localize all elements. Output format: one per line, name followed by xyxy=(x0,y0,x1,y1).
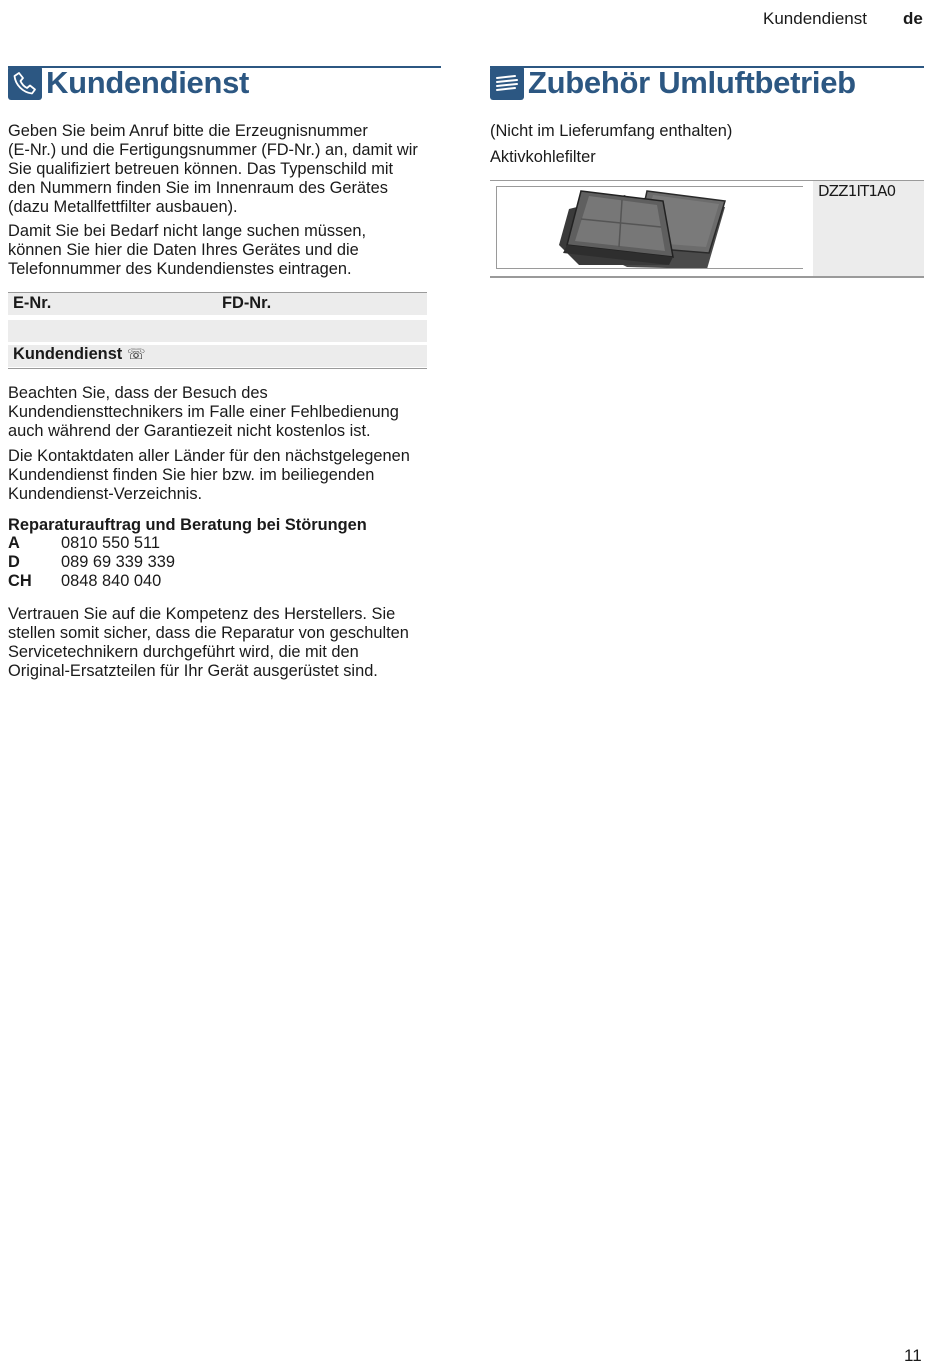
service-label-group xyxy=(13,345,146,364)
filter-layers-icon xyxy=(490,66,524,100)
text-line: Kundendiensttechnikers im Falle einer Fehlbedienung xyxy=(8,403,399,421)
repair-heading: Reparaturauftrag und Beratung bei Störungen xyxy=(8,516,367,534)
country-code: CH xyxy=(8,572,32,590)
text-line: können Sie hier die Daten Ihres Gerätes und die xyxy=(8,241,359,259)
text-line: Servicetechnikern durchgeführt wird, die mit den xyxy=(8,643,359,661)
country-code: D xyxy=(8,553,20,571)
table-rule-bottom xyxy=(8,368,427,369)
accessory-name: Aktivkohlefilter xyxy=(490,148,596,166)
text-line: Original-Ersatzteilen für Ihr Gerät ausgerüstet sind. xyxy=(8,662,378,680)
text-line: Beachten Sie, dass der Besuch des xyxy=(8,384,268,402)
phone-number: 089 69 339 339 xyxy=(61,553,175,571)
not-included-note: (Nicht im Lieferumfang enthalten) xyxy=(490,122,733,140)
text-line: Telefonnummer des Kundendienstes eintragen. xyxy=(8,260,352,278)
country-code: A xyxy=(8,534,20,552)
text-line: Damit Sie bei Bedarf nicht lange suchen müssen, xyxy=(8,222,367,240)
service-label: Kundendienst xyxy=(13,345,123,363)
table-row-enr xyxy=(8,293,427,315)
text-line: Sie qualifiziert betreuen können. Das Typenschild mit xyxy=(8,160,394,178)
contact-data-paragraph xyxy=(8,447,448,504)
list-item xyxy=(8,534,175,553)
text-line: auch während der Garantiezeit nicht kostenlos ist. xyxy=(8,422,371,440)
entry-instruction-paragraph xyxy=(8,222,448,279)
activated-carbon-filter-image xyxy=(496,186,803,269)
enr-label: E-Nr. xyxy=(13,294,52,312)
text-line: Die Kontaktdaten aller Länder für den nächstgelegenen xyxy=(8,447,410,465)
phone-number: 0810 550 511 xyxy=(61,534,161,552)
phone-handset-icon xyxy=(8,66,42,100)
fdnr-label: FD-Nr. xyxy=(222,294,272,312)
accessory-table xyxy=(490,180,924,278)
list-item xyxy=(8,572,175,591)
phone-number: 0848 840 040 xyxy=(61,572,162,590)
text-line: Geben Sie beim Anruf bitte die Erzeugnisnummer xyxy=(8,122,368,140)
accessory-rule-bottom xyxy=(490,276,924,278)
manufacturer-paragraph xyxy=(8,605,448,681)
section-title-accessories: Zubehör Umluftbetrieb xyxy=(528,65,856,100)
text-line: stellen somit sicher, dass die Reparatur von geschulten xyxy=(8,624,409,642)
list-item xyxy=(8,553,175,572)
text-line: Vertrauen Sie auf die Kompetenz des Herstellers. Sie xyxy=(8,605,396,623)
section-title: Kundendienst xyxy=(46,65,250,100)
appliance-data-table xyxy=(8,292,427,370)
page-number: 11 xyxy=(904,1346,922,1365)
text-line: (dazu Metallfettfilter ausbauen). xyxy=(8,198,238,216)
running-header-section: Kundendienst xyxy=(763,9,867,28)
warranty-paragraph xyxy=(8,384,448,441)
running-header-language: de xyxy=(903,9,923,28)
text-line: (E-Nr.) und die Fertigungsnummer (FD-Nr.) an, damit wir xyxy=(8,141,418,159)
telephone-icon: ☏ xyxy=(126,345,146,363)
text-line: Kundendienst-Verzeichnis. xyxy=(8,485,203,503)
accessory-code: DZZ1IT1A0 xyxy=(818,182,896,200)
text-line: Kundendienst finden Sie hier bzw. im beiliegenden xyxy=(8,466,375,484)
table-row-blank xyxy=(8,320,427,342)
intro-paragraph xyxy=(8,122,448,217)
contact-list xyxy=(8,534,175,591)
text-line: den Nummern finden Sie im Innenraum des Gerätes xyxy=(8,179,388,197)
